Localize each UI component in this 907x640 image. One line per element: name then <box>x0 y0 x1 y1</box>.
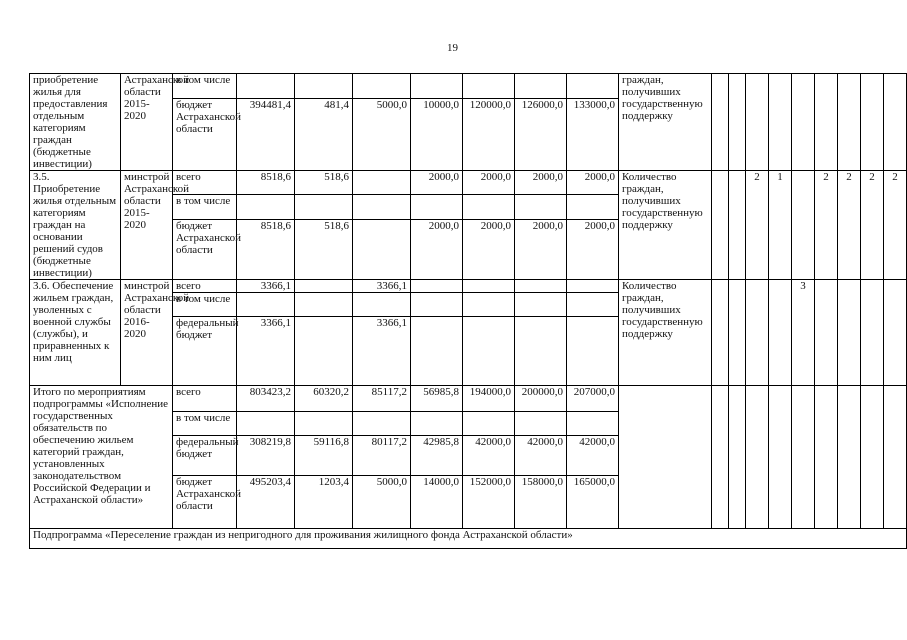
cell-source: бюджет Астраханской области <box>173 476 237 529</box>
cell-source: в том числе <box>173 195 237 219</box>
cell-value: 80117,2 <box>353 436 411 476</box>
cell-executor: минстрой Астраханской области 2016-2020 <box>121 280 173 386</box>
cell-value: 158000,0 <box>515 476 567 529</box>
cell-executor: минстрой Астраханской области 2015-2020 <box>121 171 173 280</box>
cell-value: 3366,1 <box>237 280 295 293</box>
cell-value: 42000,0 <box>515 436 567 476</box>
cell-measure-name: 3.5. Приобретение жилья отдельным категориям граждан на основании решений судов (бюджетные инвестиции) <box>30 171 121 280</box>
cell-value: 3366,1 <box>353 280 411 293</box>
cell-value: 207000,0 <box>567 386 619 412</box>
table-row <box>30 280 907 293</box>
cell-value: 2000,0 <box>515 219 567 279</box>
cell-value: 8518,6 <box>237 219 295 279</box>
cell-value <box>567 317 619 386</box>
cell-value <box>411 317 463 386</box>
cell-value <box>463 317 515 386</box>
table-row <box>30 74 907 99</box>
cell-value: 5000,0 <box>353 476 411 529</box>
cell-year-value <box>792 171 815 280</box>
cell-source: федеральный бюджет <box>173 317 237 386</box>
page-number: 19 <box>447 42 458 54</box>
cell-indicator: Количество граждан, получивших государственную поддержку <box>619 171 712 280</box>
cell-value <box>411 280 463 293</box>
cell-year-value <box>884 280 907 386</box>
cell-total-name: Итого по мероприятиям подпрограммы «Исполнение государственных обязательств по обеспечению жильем категорий граждан, установленных законодательством Российской Федерации и Астраханской области» <box>30 386 173 529</box>
cell-value: 165000,0 <box>567 476 619 529</box>
cell-value: 2000,0 <box>567 219 619 279</box>
cell-value: 5000,0 <box>353 98 411 171</box>
cell-source: в том числе <box>173 293 237 317</box>
cell-value: 42000,0 <box>463 436 515 476</box>
cell-executor: Астраханской области 2015-2020 <box>121 74 173 171</box>
cell-value: 2000,0 <box>411 171 463 195</box>
cell-year-value: 2 <box>838 171 861 280</box>
cell-value: 14000,0 <box>411 476 463 529</box>
cell-value: 495203,4 <box>237 476 295 529</box>
cell-value: 85117,2 <box>353 386 411 412</box>
cell-value: 10000,0 <box>411 98 463 171</box>
cell-year-value: 2 <box>884 171 907 280</box>
cell-value: 120000,0 <box>463 98 515 171</box>
cell-measure-name: 3.6. Обеспечение жильем граждан, уволенных с военной службы (службы), и приравненных к ним лиц <box>30 280 121 386</box>
cell-year-value <box>815 280 838 386</box>
cell-value: 8518,6 <box>237 171 295 195</box>
cell-value: 2000,0 <box>515 171 567 195</box>
cell-measure-name: приобретение жилья для предоставления отдельным категориям граждан (бюджетные инвестиции) <box>30 74 121 171</box>
cell-value <box>295 280 353 293</box>
cell-value: 126000,0 <box>515 98 567 171</box>
cell-value <box>353 171 411 195</box>
cell-value <box>515 317 567 386</box>
cell-source: всего <box>173 280 237 293</box>
cell-source: в том числе <box>173 412 237 436</box>
cell-value <box>353 219 411 279</box>
cell-value: 518,6 <box>295 219 353 279</box>
cell-value: 2000,0 <box>567 171 619 195</box>
cell-value: 42985,8 <box>411 436 463 476</box>
cell-source: всего <box>173 386 237 412</box>
cell-value: 518,6 <box>295 171 353 195</box>
subprogram-title: Подпрограмма «Переселение граждан из непригодного для проживания жилищного фонда Астраханской области» <box>30 529 907 549</box>
cell-source: бюджет Астраханской области <box>173 219 237 279</box>
cell-value: 3366,1 <box>353 317 411 386</box>
cell-year-value <box>769 280 792 386</box>
cell-year-value <box>861 280 884 386</box>
cell-value: 59116,8 <box>295 436 353 476</box>
cell-value: 394481,4 <box>237 98 295 171</box>
cell-value: 200000,0 <box>515 386 567 412</box>
cell-source: бюджет Астраханской области <box>173 98 237 171</box>
cell-source: федеральный бюджет <box>173 436 237 476</box>
cell-value: 1203,4 <box>295 476 353 529</box>
cell-value: 2000,0 <box>463 171 515 195</box>
cell-year-value <box>746 280 769 386</box>
cell-value: 152000,0 <box>463 476 515 529</box>
cell-indicator: Количество граждан, получивших государственную поддержку <box>619 280 712 386</box>
cell-value: 42000,0 <box>567 436 619 476</box>
cell-year-value: 2 <box>746 171 769 280</box>
cell-year-value: 2 <box>815 171 838 280</box>
cell-value: 308219,8 <box>237 436 295 476</box>
cell-year-value: 3 <box>792 280 815 386</box>
cell-value: 60320,2 <box>295 386 353 412</box>
cell-year-value: 2 <box>861 171 884 280</box>
cell-value <box>515 280 567 293</box>
cell-value: 3366,1 <box>237 317 295 386</box>
table-row <box>30 171 907 195</box>
cell-value: 2000,0 <box>411 219 463 279</box>
table-row <box>30 529 907 549</box>
program-table <box>29 73 907 549</box>
cell-indicator: граждан, получивших государственную поддержку <box>619 74 712 171</box>
table-row <box>30 386 907 412</box>
cell-value <box>567 280 619 293</box>
cell-value: 133000,0 <box>567 98 619 171</box>
cell-source: всего <box>173 171 237 195</box>
cell-year-value: 1 <box>769 171 792 280</box>
cell-value: 803423,2 <box>237 386 295 412</box>
cell-value <box>463 280 515 293</box>
cell-value: 481,4 <box>295 98 353 171</box>
cell-value <box>295 317 353 386</box>
cell-value: 56985,8 <box>411 386 463 412</box>
cell-value: 2000,0 <box>463 219 515 279</box>
cell-value: 194000,0 <box>463 386 515 412</box>
cell-year-value <box>838 280 861 386</box>
cell-source: в том числе <box>173 74 237 99</box>
